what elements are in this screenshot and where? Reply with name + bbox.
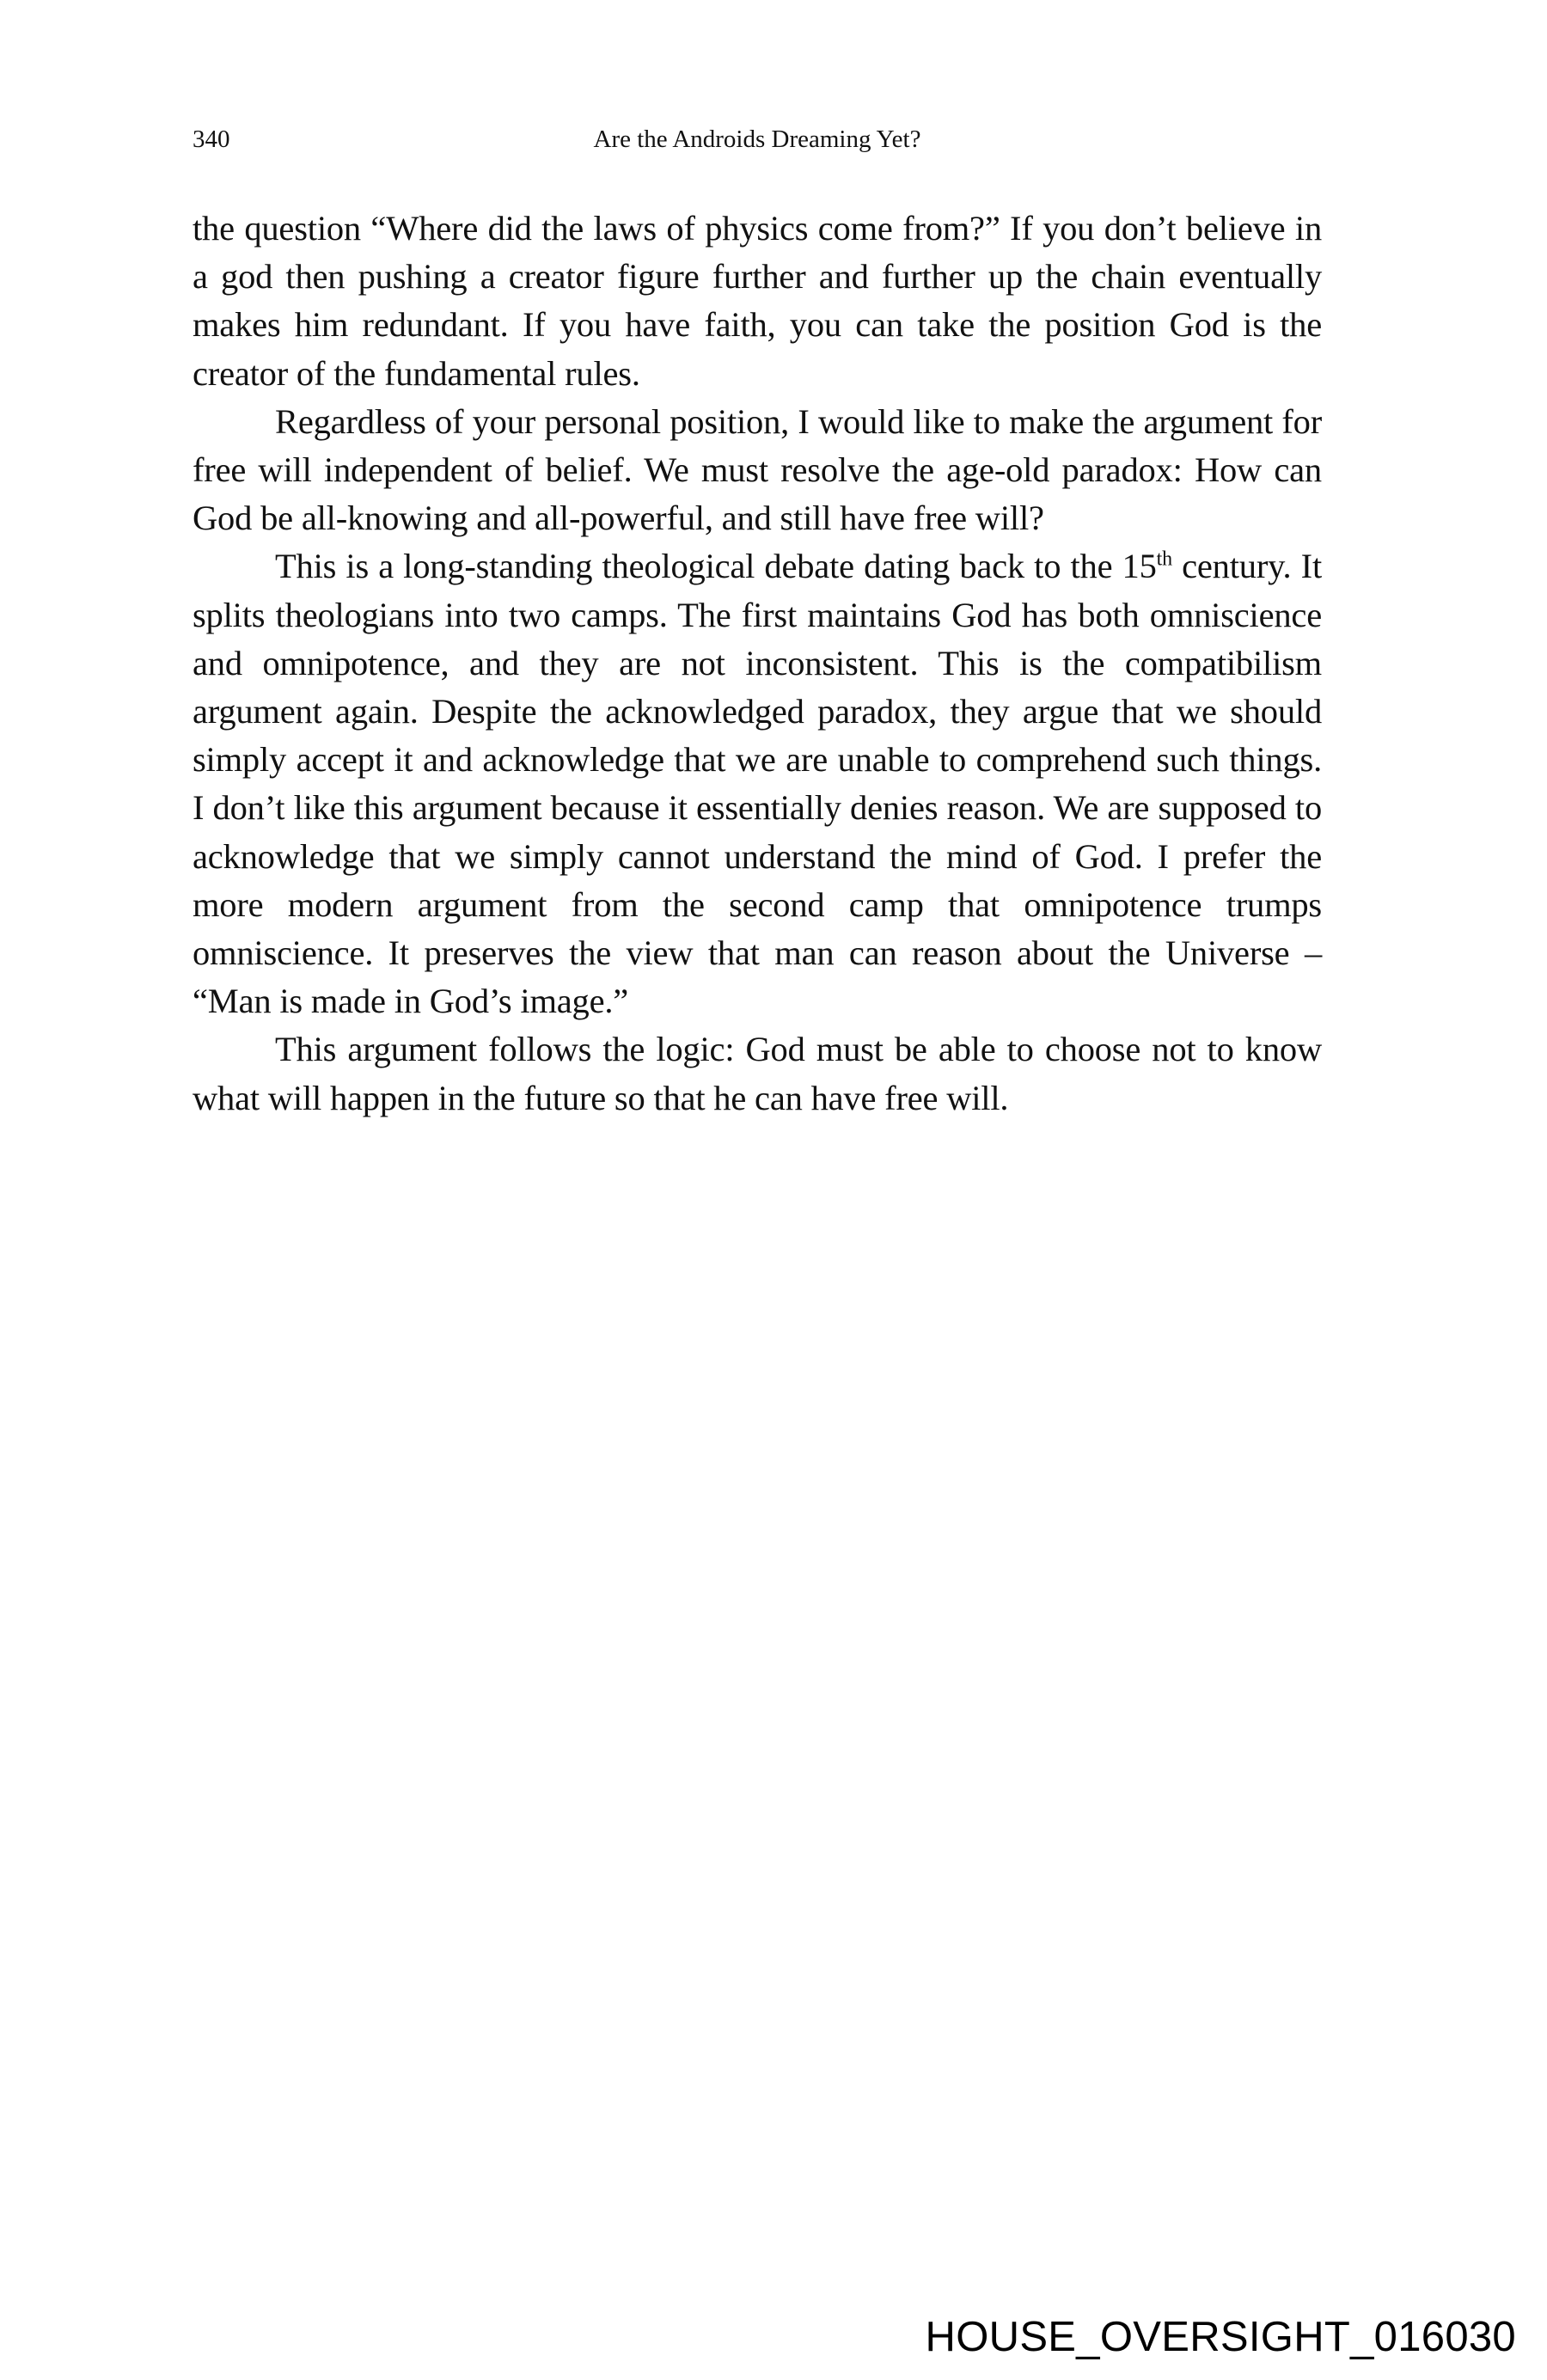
bates-stamp: HOUSE_OVERSIGHT_016030 <box>925 2314 1516 2360</box>
paragraph-3 <box>193 542 1322 1025</box>
body-text <box>193 205 1322 1123</box>
ordinal-superscript: th <box>1156 548 1172 571</box>
paragraph-4: This argument follows the logic: God must be able to choose not to know what will happen in the future so that he can have free will. <box>193 1030 1322 1117</box>
running-title: Are the Androids Dreaming Yet? <box>593 125 921 153</box>
paragraph-2: Regardless of your personal position, I would like to make the argument for free will independent of belief. We must resolve the age-old paradox: How can God be all-knowing and all-powerful, and still have free will? <box>193 401 1322 538</box>
paragraph-1: the question “Where did the laws of physics come from?” If you don’t believe in a god then pushing a creator figure further and further up the chain eventually makes him redundant. If you have faith, you can take the position God is the creator of the fundamental rules. <box>193 209 1322 393</box>
page-number: 340 <box>193 125 230 153</box>
paragraph-3-text-before: This is a long-standing theological debate dating back to the 15 <box>275 547 1157 586</box>
paragraph-3-text-after: century. It splits theologians into two camps. The first maintains God has both omniscience and omnipotence, and they are not inconsistent. This is the compatibilism argument again. Despite the acknowledged paradox, they argue that we should simply accept it and acknowledge that we are unable to comprehend such things. I don’t like this argument because it essentially denies reason. We are supposed to acknowledge that we simply cannot understand the mind of God. I prefer the more modern argument from the second camp that omnipotence trumps omniscience. It preserves the view that man can reason about the Universe – “Man is made in God’s image.” <box>193 547 1323 1021</box>
page-header <box>193 120 1322 158</box>
